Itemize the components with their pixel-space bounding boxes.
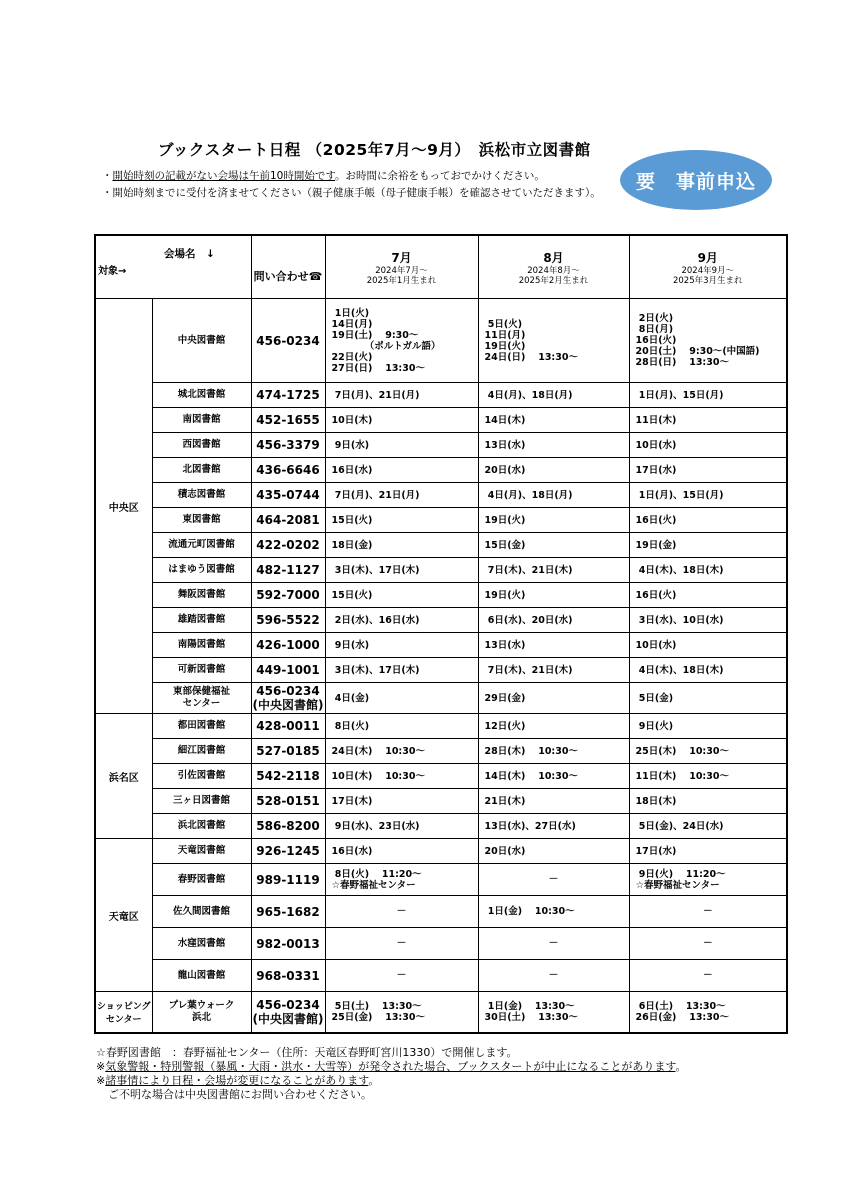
venue-name: 浜北図書館 <box>152 814 251 839</box>
date-jul: － <box>325 896 478 928</box>
venue-name: 細江図書館 <box>152 739 251 764</box>
date-sep: 1日(月)、15日(月) <box>629 383 787 408</box>
footer-change-mark: ※ <box>96 1074 106 1087</box>
contact-tel: 596-5522 <box>251 608 325 633</box>
row-hamakita-library <box>95 814 787 839</box>
date-jul: 17日(木) <box>325 789 478 814</box>
venue-name: 西図書館 <box>152 433 251 458</box>
venue-name: 流通元町図書館 <box>152 533 251 558</box>
note-bullet: ・ <box>102 170 113 182</box>
date-aug: 14日(木) <box>478 408 629 433</box>
venue-name: 三ヶ日図書館 <box>152 789 251 814</box>
date-aug: 21日(木) <box>478 789 629 814</box>
contact-tel: 422-0202 <box>251 533 325 558</box>
page-title: ブックスタート日程 （2025年7月～9月） 浜松市立図書館 <box>158 141 591 159</box>
area-hamana: 浜名区 <box>95 714 152 839</box>
date-aug: － <box>478 928 629 960</box>
header-venue-cell <box>95 235 251 299</box>
contact-tel: 474-1725 <box>251 383 325 408</box>
date-aug: 7日(木)、21日(木) <box>478 658 629 683</box>
date-sep: － <box>629 928 787 960</box>
date-jul: 7日(月)、21日(月) <box>325 483 478 508</box>
date-sep: 4日(木)、18日(木) <box>629 558 787 583</box>
date-sep: 10日(水) <box>629 633 787 658</box>
date-sep: 10日(水) <box>629 433 787 458</box>
date-sep: 16日(火) <box>629 583 787 608</box>
schedule-table <box>94 234 788 1034</box>
date-sep: 4日(木)、18日(木) <box>629 658 787 683</box>
footer-warning-mark: ※ <box>96 1060 106 1073</box>
contact-tel: 452-1655 <box>251 408 325 433</box>
date-aug: 19日(火) <box>478 583 629 608</box>
date-aug: 29日(金) <box>478 683 629 714</box>
date-sep: 25日(木) 10:30～ <box>629 739 787 764</box>
date-aug: 7日(木)、21日(木) <box>478 558 629 583</box>
row-kashin-library <box>95 658 787 683</box>
footer-change-suffix: 。 <box>368 1074 380 1087</box>
contact-tel: 586-8200 <box>251 814 325 839</box>
date-jul: 9日(水) <box>325 433 478 458</box>
contact-tel: 456-0234 (中央図書館) <box>251 992 325 1033</box>
contact-tel: 527-0185 <box>251 739 325 764</box>
row-misakubo-library <box>95 928 787 960</box>
date-jul: 8日(火) <box>325 714 478 739</box>
date-jul: 4日(金) <box>325 683 478 714</box>
contact-tel: 528-0151 <box>251 789 325 814</box>
month-label: 9月 <box>697 250 718 265</box>
date-sep: 5日(金)、24日(水) <box>629 814 787 839</box>
date-sep: 16日(火) <box>629 508 787 533</box>
contact-tel: 456-0234 <box>251 299 325 383</box>
date-sep: 11日(木) <box>629 408 787 433</box>
venue-name: 南図書館 <box>152 408 251 433</box>
row-johoku-library <box>95 383 787 408</box>
row-nishi-library <box>95 433 787 458</box>
row-chuo-library <box>95 299 787 383</box>
date-sep: 9日(火) 11:20～ ☆春野福祉センター <box>629 864 787 896</box>
venue-name: 水窪図書館 <box>152 928 251 960</box>
date-jul: 9日(水) <box>325 633 478 658</box>
date-jul: 15日(火) <box>325 583 478 608</box>
row-sakuma-library <box>95 896 787 928</box>
date-sep: 6日(土) 13:30～ 26日(金) 13:30～ <box>629 992 787 1033</box>
footer-warning-underlined: 気象警報・特別警報（暴風・大雨・洪水・大雪等）が発令された場合、ブックスタートが中止になることがあります <box>105 1060 676 1073</box>
date-jul: 5日(土) 13:30～ 25日(金) 13:30～ <box>325 992 478 1033</box>
contact-tel: 428-0011 <box>251 714 325 739</box>
row-nanyo-library <box>95 633 787 658</box>
header-month-sep <box>629 235 787 299</box>
month-label: 7月 <box>391 250 412 265</box>
note-start-time-suffix: 。お時間に余裕をもっておでかけください。 <box>335 170 545 182</box>
footer-change-underlined: 諸事情により日程・会場が変更になることがあります <box>105 1074 369 1087</box>
area-shopping: ショッピング センター <box>95 992 152 1033</box>
venue-name: 天竜図書館 <box>152 839 251 864</box>
date-aug: 14日(木) 10:30～ <box>478 764 629 789</box>
area-chuo: 中央区 <box>95 299 152 714</box>
header-month-jul <box>325 235 478 299</box>
date-aug: 28日(木) 10:30～ <box>478 739 629 764</box>
header-venue: 会場名 ↓ <box>164 248 215 260</box>
row-higashi-library <box>95 508 787 533</box>
venue-name: 積志図書館 <box>152 483 251 508</box>
contact-tel: 926-1245 <box>251 839 325 864</box>
date-jul: 10日(木) <box>325 408 478 433</box>
contact-tel: 436-6646 <box>251 458 325 483</box>
footer-warning-suffix: 。 <box>675 1060 687 1073</box>
row-mikkabi-library <box>95 789 787 814</box>
header-target: 対象→ <box>98 266 127 277</box>
row-minami-library <box>95 408 787 433</box>
row-haruno-library <box>95 864 787 896</box>
note-reception: ・開始時刻までに受付を済ませてください（親子健康手帳（母子健康手帳）を確認させていただきます）。 <box>102 187 601 199</box>
row-preha-walk-hamakita <box>95 992 787 1033</box>
contact-tel: 982-0013 <box>251 928 325 960</box>
venue-name: 雄踏図書館 <box>152 608 251 633</box>
venue-name: 東図書館 <box>152 508 251 533</box>
row-yuto-library <box>95 608 787 633</box>
date-aug: － <box>478 864 629 896</box>
note-start-time <box>102 168 545 183</box>
date-sep: 3日(水)、10日(水) <box>629 608 787 633</box>
birth-range-start: 2024年8月～ <box>527 265 580 276</box>
row-ryutsumotomachi-library <box>95 533 787 558</box>
contact-tel: 456-3379 <box>251 433 325 458</box>
date-sep: 11日(木) 10:30～ <box>629 764 787 789</box>
header-month-aug <box>478 235 629 299</box>
date-jul: 16日(水) <box>325 458 478 483</box>
contact-tel: 449-1001 <box>251 658 325 683</box>
date-sep: 17日(水) <box>629 458 787 483</box>
venue-name: 可新図書館 <box>152 658 251 683</box>
date-aug: 20日(水) <box>478 458 629 483</box>
date-aug: 19日(火) <box>478 508 629 533</box>
date-sep: 17日(水) <box>629 839 787 864</box>
venue-name: 春野図書館 <box>152 864 251 896</box>
venue-name: 東部保健福祉 センター <box>152 683 251 714</box>
venue-name: 中央図書館 <box>152 299 251 383</box>
date-aug: － <box>478 960 629 992</box>
date-aug: 13日(水) <box>478 433 629 458</box>
date-jul: 3日(木)、17日(木) <box>325 658 478 683</box>
date-jul: 8日(火) 11:20～ ☆春野福祉センター <box>325 864 478 896</box>
date-jul: 1日(火) 14日(月) 19日(土) 9:30～ （ポルトガル語） 22日(火) 27日(日) 13:30～ <box>325 299 478 383</box>
area-tenryu: 天竜区 <box>95 839 152 992</box>
row-kita-library <box>95 458 787 483</box>
date-aug: 1日(金) 10:30～ <box>478 896 629 928</box>
date-aug: 15日(金) <box>478 533 629 558</box>
date-aug: 6日(水)、20日(水) <box>478 608 629 633</box>
date-sep: 19日(金) <box>629 533 787 558</box>
date-sep: 5日(金) <box>629 683 787 714</box>
row-tobu-health-center <box>95 683 787 714</box>
contact-tel: 989-1119 <box>251 864 325 896</box>
note-start-time-underlined: 開始時刻の記載がない会場は午前10時開始です <box>112 170 336 182</box>
row-maisaka-library <box>95 583 787 608</box>
date-aug: 20日(水) <box>478 839 629 864</box>
date-jul: 9日(水)、23日(水) <box>325 814 478 839</box>
contact-tel: 426-1000 <box>251 633 325 658</box>
footer-warning-note <box>96 1060 686 1074</box>
contact-tel: 542-2118 <box>251 764 325 789</box>
date-sep: 9日(火) <box>629 714 787 739</box>
birth-range-start: 2024年9月～ <box>681 265 735 276</box>
birth-range-end: 2025年1月生まれ <box>366 275 437 286</box>
birth-range-end: 2025年3月生まれ <box>672 275 743 286</box>
footer-contact-note: ご不明な場合は中央図書館にお問い合わせください。 <box>108 1088 372 1101</box>
reservation-required-badge: 要 事前申込 <box>620 150 772 210</box>
row-sekishi-library <box>95 483 787 508</box>
row-hosoe-library <box>95 739 787 764</box>
venue-name: 舞阪図書館 <box>152 583 251 608</box>
contact-tel: 968-0331 <box>251 960 325 992</box>
date-aug: 13日(水) <box>478 633 629 658</box>
venue-name: 北図書館 <box>152 458 251 483</box>
date-sep: － <box>629 960 787 992</box>
contact-tel: 456-0234 (中央図書館) <box>252 684 324 712</box>
venue-name: 都田図書館 <box>152 714 251 739</box>
row-miyakoda-library <box>95 714 787 739</box>
date-jul: 3日(木)、17日(木) <box>325 558 478 583</box>
contact-tel: 592-7000 <box>251 583 325 608</box>
date-jul: 15日(火) <box>325 508 478 533</box>
row-tatsuyama-library <box>95 960 787 992</box>
date-sep: － <box>629 896 787 928</box>
row-tenryu-library <box>95 839 787 864</box>
row-hamayu-library <box>95 558 787 583</box>
venue-name: 城北図書館 <box>152 383 251 408</box>
date-jul: 16日(水) <box>325 839 478 864</box>
date-sep: 1日(月)、15日(月) <box>629 483 787 508</box>
date-aug: 13日(水)、27日(水) <box>478 814 629 839</box>
date-aug: 4日(月)、18日(月) <box>478 383 629 408</box>
date-jul: 2日(水)、16日(水) <box>325 608 478 633</box>
footer-haruno-note: ☆春野図書館 ：春野福祉センター（住所：天竜区春野町宮川1330）で開催します。 <box>96 1046 518 1059</box>
footer-change-note <box>96 1074 686 1088</box>
date-jul: 10日(木) 10:30～ <box>325 764 478 789</box>
date-aug: 12日(火) <box>478 714 629 739</box>
date-sep: 18日(木) <box>629 789 787 814</box>
row-inasa-library <box>95 764 787 789</box>
date-jul: 18日(金) <box>325 533 478 558</box>
header-contact: 問い合わせ☎ <box>251 235 325 299</box>
venue-name: 佐久間図書館 <box>152 896 251 928</box>
date-jul: － <box>325 960 478 992</box>
contact-tel: 435-0744 <box>251 483 325 508</box>
header-row <box>95 235 787 299</box>
date-jul: 7日(月)、21日(月) <box>325 383 478 408</box>
month-label: 8月 <box>543 250 564 265</box>
date-aug: 1日(金) 13:30～ 30日(土) 13:30～ <box>478 992 629 1033</box>
contact-tel: 464-2081 <box>251 508 325 533</box>
date-jul: － <box>325 928 478 960</box>
date-sep: 2日(火) 8日(月) 16日(火) 20日(土) 9:30～(中国語) 28日(日) 13:30～ <box>629 299 787 383</box>
date-aug: 4日(月)、18日(月) <box>478 483 629 508</box>
date-aug: 5日(火) 11日(月) 19日(火) 24日(日) 13:30～ <box>478 299 629 383</box>
venue-name: 引佐図書館 <box>152 764 251 789</box>
birth-range-end: 2025年2月生まれ <box>518 275 589 286</box>
footer-notes <box>96 1046 686 1102</box>
venue-name: プレ葉ウォーク 浜北 <box>152 992 251 1033</box>
venue-name: はまゆう図書館 <box>152 558 251 583</box>
venue-name: 龍山図書館 <box>152 960 251 992</box>
birth-range-start: 2024年7月～ <box>375 265 428 276</box>
venue-name: 南陽図書館 <box>152 633 251 658</box>
contact-tel: 965-1682 <box>251 896 325 928</box>
contact-tel: 482-1127 <box>251 558 325 583</box>
date-jul: 24日(木) 10:30～ <box>325 739 478 764</box>
